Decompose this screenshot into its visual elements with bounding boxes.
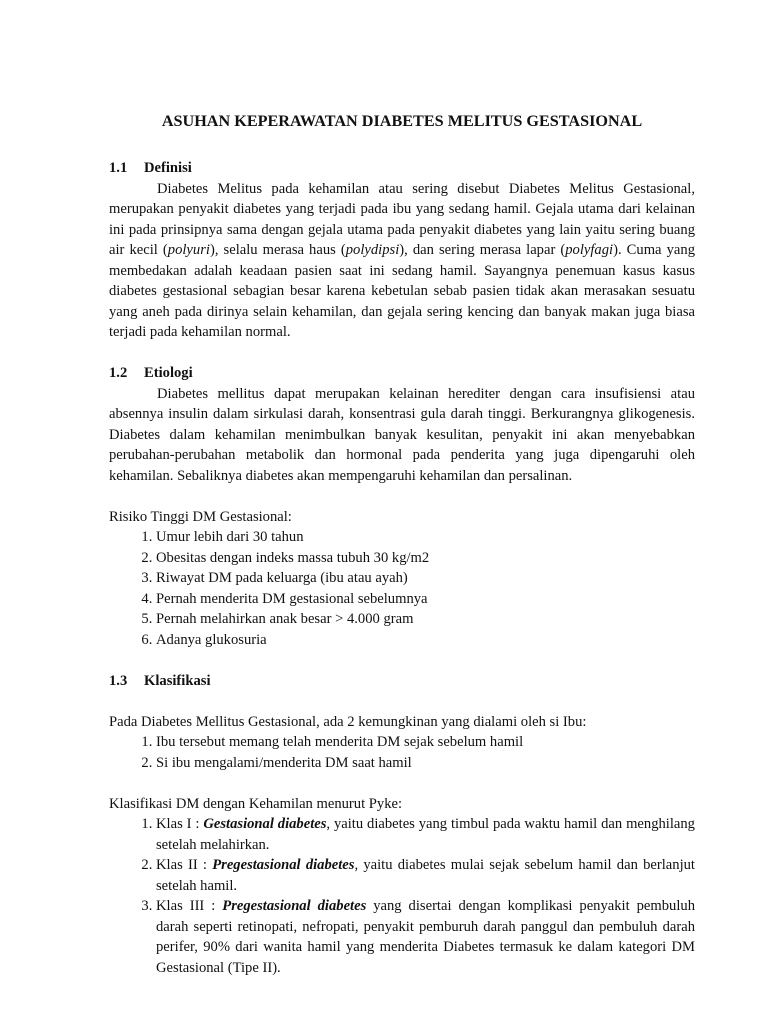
list-item <box>156 814 695 855</box>
klasifikasi-intro: Pada Diabetes Mellitus Gestasional, ada 2 kemungkinan yang dialami oleh si Ibu: <box>109 713 587 730</box>
term-polyuri: polyuri <box>167 242 210 258</box>
list-item <box>156 896 695 978</box>
class-description: yang disertai dengan komplikasi penyakit pembuluh darah seperti retinopati, nefropati, penyakit pemburuh darah panggul dan pembuluh darah perifer, 90% dari wanita hamil yang menderita Diabetes termasuk ke dalam kategori DM Gestasional (Tipe II). <box>156 898 695 976</box>
class-prefix: Klas II : <box>156 857 213 873</box>
class-term: Pregestasional diabetes <box>222 898 367 914</box>
text-run: ), dan sering merasa lapar ( <box>399 242 566 258</box>
section-number: 1.2 <box>109 365 128 381</box>
list-item: 2. Obesitas dengan indeks massa tubuh 30 kg/m2 <box>156 548 695 569</box>
class-description: , yaitu diabetes yang timbul pada waktu hamil dan menghilang setelah melahirkan. <box>156 816 695 853</box>
term-polydipsi: polydipsi <box>345 242 400 258</box>
section-heading-klasifikasi <box>109 671 695 692</box>
etiologi-paragraph: Diabetes mellitus dapat merupakan kelainan herediter dengan cara insufisiensi atau absennya insulin dalam sirkulasi darah, konsentrasi gula darah tinggi. Berkurangnya glikogenesis. Diabetes dalam kehamilan menimbulkan banyak kesulitan, penyakit ini akan menyebabkan perubahan-perubahan metabolik dan hormonal pada penderita yang juga dipengaruhi oleh kehamilan. Sebaliknya diabetes akan mempengaruhi kehamilan dan persalinan. <box>109 385 695 484</box>
class-description: , yaitu diabetes mulai sejak sebelum hamil dan berlanjut setelah hamil. <box>156 857 695 894</box>
risk-intro: Risiko Tinggi DM Gestasional: <box>109 508 292 525</box>
list-item: 4. Pernah menderita DM gestasional sebelumnya <box>156 589 695 610</box>
pyke-class-list <box>109 814 695 978</box>
class-prefix: Klas I : <box>156 816 204 832</box>
definisi-paragraph <box>109 179 695 343</box>
term-polyfagi: polyfagi <box>565 242 614 258</box>
risk-list <box>109 527 695 650</box>
section-heading-definisi <box>109 158 695 179</box>
page-content <box>109 111 695 978</box>
possibility-list <box>109 732 695 773</box>
class-term: Gestasional diabetes <box>203 816 327 832</box>
document-title: ASUHAN KEPERAWATAN DIABETES MELITUS GESTASIONAL <box>161 112 643 130</box>
pyke-intro: Klasifikasi DM dengan Kehamilan menurut Pyke: <box>109 795 403 812</box>
list-item: 1. Ibu tersebut memang telah menderita DM sejak sebelum hamil <box>156 732 695 753</box>
text-run: ). Cuma yang membedakan adalah keadaan pasien saat ini sedang hamil. Sayangnya penemuan kasus kasus diabetes gestasional sebagian besar karena kebetulan sebab pasien tidak akan merasakan sesuatu yang aneh pada dirinya selain kehamilan, dan gejala sering kencing dan banyak makan juga biasa terjadi pada kehamilan normal. <box>109 242 695 340</box>
list-item: 6. Adanya glukosuria <box>156 630 695 651</box>
list-item: 1. Umur lebih dari 30 tahun <box>156 527 695 548</box>
section-heading-etiologi <box>109 363 695 384</box>
text-run: ), selalu merasa haus ( <box>209 242 346 258</box>
class-prefix: Klas III : <box>156 898 223 914</box>
list-item: 3. Riwayat DM pada keluarga (ibu atau ayah) <box>156 568 695 589</box>
list-item: 2. Si ibu mengalami/menderita DM saat hamil <box>156 753 695 774</box>
list-item: 5. Pernah melahirkan anak besar > 4.000 gram <box>156 609 695 630</box>
class-term: Pregestasional diabetes <box>212 857 355 873</box>
section-title: Klasifikasi <box>144 672 211 689</box>
section-number: 1.3 <box>109 672 128 689</box>
list-item <box>156 855 695 896</box>
section-number: 1.1 <box>109 160 128 176</box>
section-title: Etiologi <box>144 365 193 381</box>
text-run: Diabetes Melitus pada kehamilan atau sering disebut Diabetes Melitus Gestasional, merupakan penyakit diabetes yang terjadi pada ibu yang sedang hamil. Gejala utama dari kelainan ini pada prinsipnya sama dengan gejala utama pada penyakit diabetes yang lain yaitu sering buang air kecil ( <box>109 180 695 258</box>
section-title: Definisi <box>144 160 192 176</box>
